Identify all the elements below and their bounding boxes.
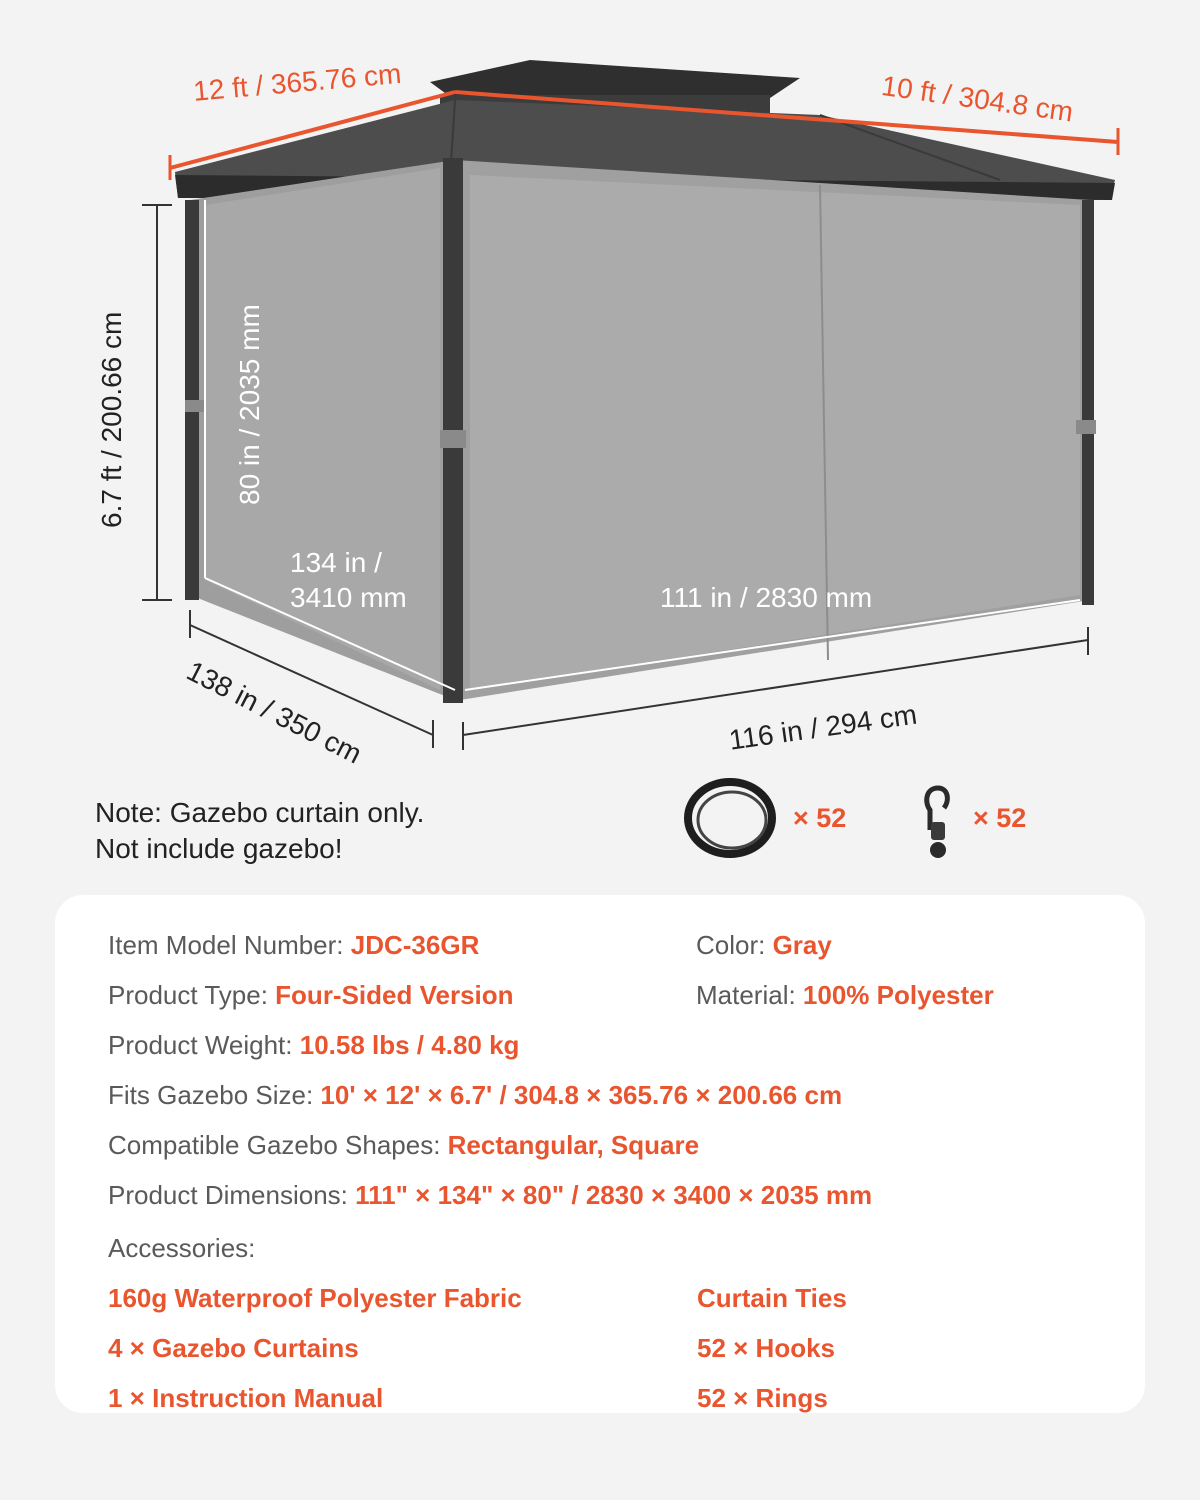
accessory-item: 52 × Rings <box>697 1383 828 1413</box>
accessory-item: 1 × Instruction Manual <box>108 1383 384 1413</box>
accessory-item: 160g Waterproof Polyester Fabric <box>108 1283 522 1313</box>
spec-card <box>55 895 1145 1413</box>
dim-width-outer: 116 in / 294 cm <box>727 698 919 756</box>
spec-fits: Fits Gazebo Size: 10' × 12' × 6.7' / 304.8 × 365.76 × 200.66 cm <box>108 1080 843 1110</box>
note-line-2: Not include gazebo! <box>95 833 343 864</box>
dim-top-right: 10 ft / 304.8 cm <box>879 70 1076 128</box>
spec-weight: Product Weight: 10.58 lbs / 4.80 kg <box>108 1030 520 1060</box>
dim-depth-inner-2: 3410 mm <box>290 582 407 613</box>
spec-shapes: Compatible Gazebo Shapes: Rectangular, Square <box>108 1130 700 1160</box>
accessory-item: 4 × Gazebo Curtains <box>108 1333 359 1363</box>
dim-height-inner: 80 in / 2035 mm <box>234 304 265 505</box>
dim-depth-inner-1: 134 in / <box>290 547 382 578</box>
dim-height-outer: 6.7 ft / 200.66 cm <box>96 311 127 528</box>
spec-dimensions: Product Dimensions: 111" × 134" × 80" / 2830 × 3400 × 2035 mm <box>108 1180 873 1210</box>
hook-count: × 52 <box>973 803 1027 833</box>
dim-top-left: 12 ft / 365.76 cm <box>192 57 403 107</box>
spec-type: Product Type: Four-Sided Version <box>108 980 514 1010</box>
note <box>95 795 424 867</box>
ring-icon <box>682 778 782 858</box>
dim-width-inner: 111 in / 2830 mm <box>660 582 873 613</box>
accessory-item: Curtain Ties <box>697 1283 847 1313</box>
ring-count: × 52 <box>793 803 847 833</box>
note-line-1: Note: Gazebo curtain only. <box>95 797 425 828</box>
spec-model: Item Model Number: JDC-36GR <box>108 930 480 960</box>
spec-material: Material: 100% Polyester <box>696 980 994 1010</box>
hook-icon <box>918 780 958 860</box>
spec-accessories-label: Accessories: <box>108 1233 256 1263</box>
spec-color: Color: Gray <box>696 930 832 960</box>
accessory-item: 52 × Hooks <box>697 1333 836 1363</box>
dim-depth-outer: 138 in / 350 cm <box>181 655 367 770</box>
